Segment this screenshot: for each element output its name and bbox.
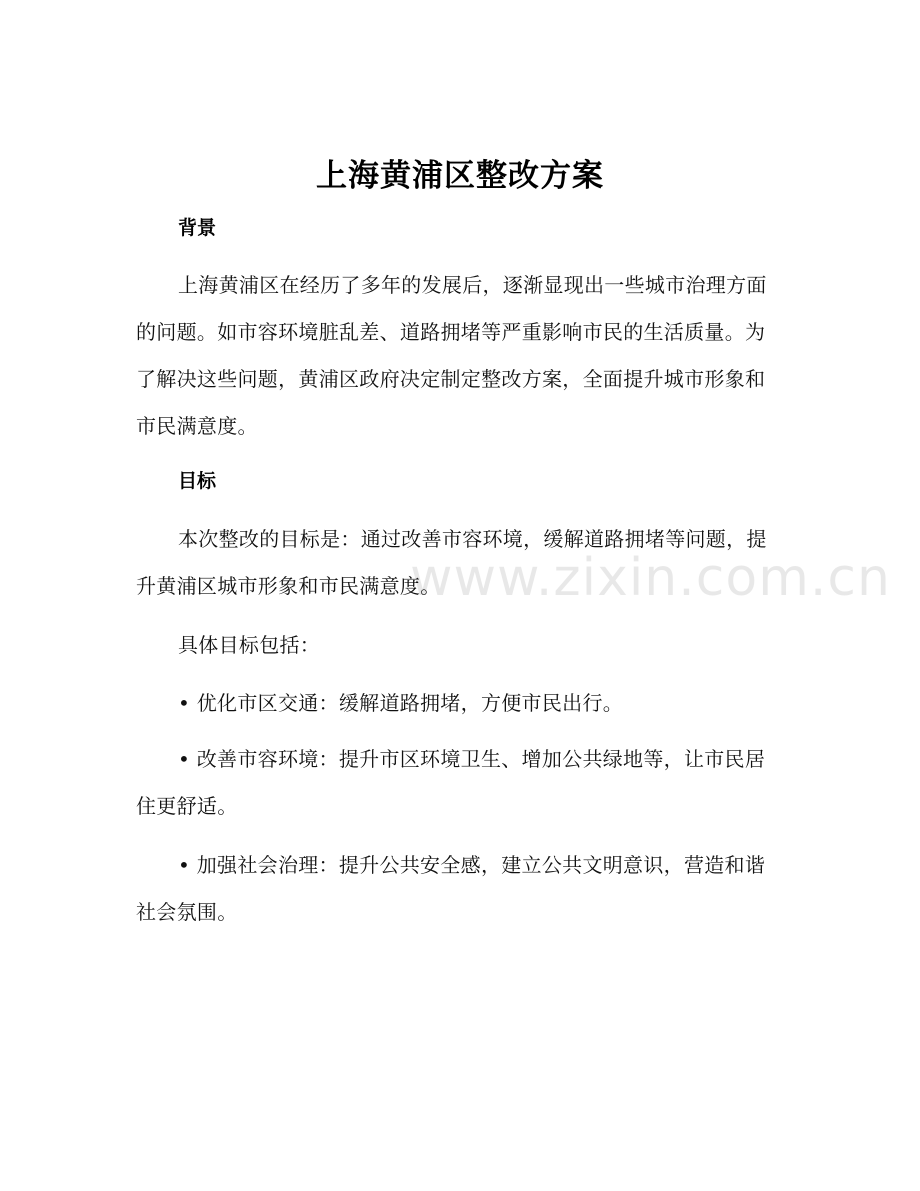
goals-paragraph: 本次整改的目标是：通过改善市容环境，缓解道路拥堵等问题，提升黄浦区城市形象和市民满意度。 — [136, 527, 767, 598]
section-heading-goals: 目标 — [178, 470, 217, 492]
goals-list-intro: 具体目标包括： — [178, 633, 321, 657]
background-paragraph: 上海黄浦区在经历了多年的发展后，逐渐显现出一些城市治理方面的问题。如市容环境脏乱差、道路拥堵等严重影响市民的生活质量。为了解决这些问题，黄浦区政府决定制定整改方案，全面提升城市形象和市民满意度。 — [136, 273, 767, 438]
document-title: 上海黄浦区整改方案 — [316, 158, 604, 194]
watermark: www.zixin.com.cn — [410, 548, 891, 608]
goal-item-traffic: • 优化市区交通：缓解道路拥堵，方便市民出行。 — [178, 691, 624, 715]
goal-item-governance: • 加强社会治理：提升公共安全感，建立公共文明意识，营造和谐社会氛围。 — [136, 853, 766, 924]
section-heading-background: 背景 — [178, 217, 217, 239]
goal-item-environment: • 改善市容环境：提升市区环境卫生、增加公共绿地等，让市民居住更舒适。 — [136, 747, 766, 818]
